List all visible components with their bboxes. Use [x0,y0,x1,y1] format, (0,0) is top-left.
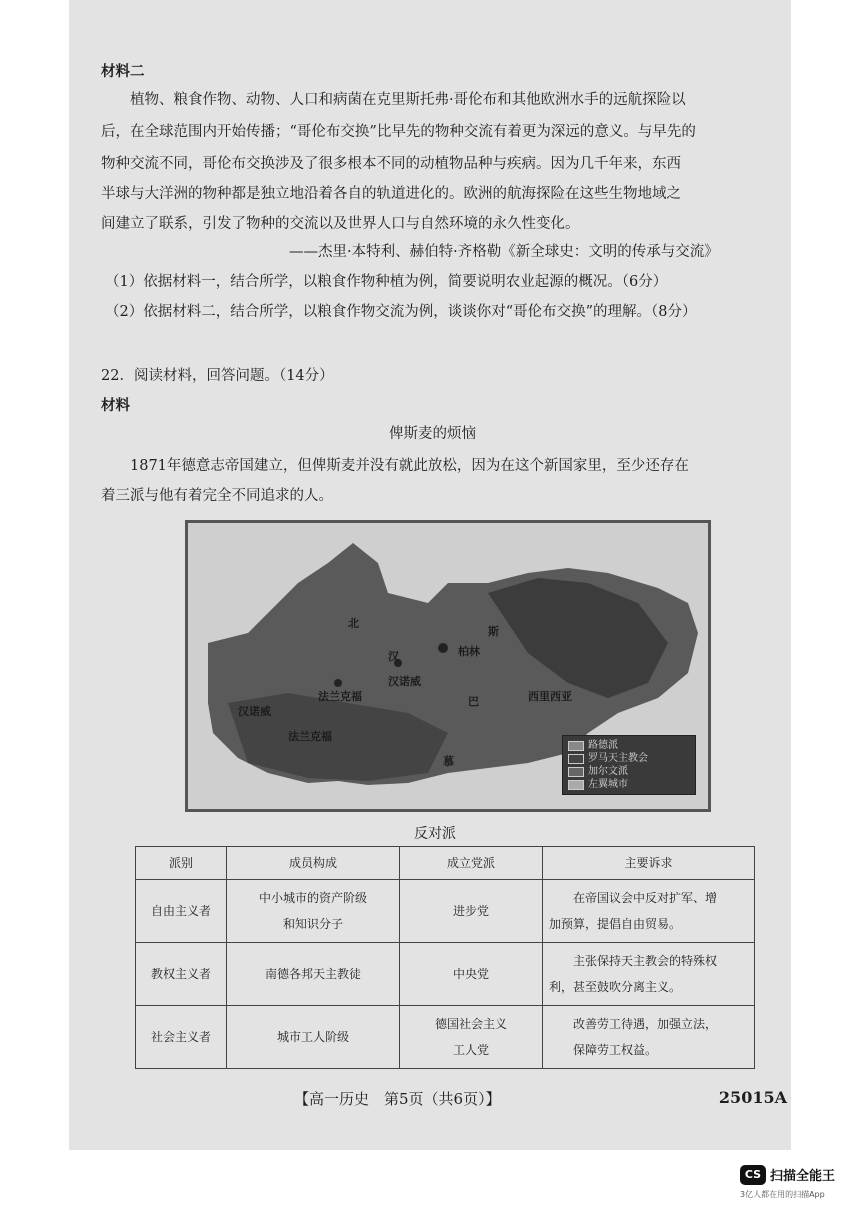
map-label: 汉 [388,650,399,663]
german-empire-map [185,520,711,812]
legend-swatch [568,754,584,764]
legend-item: 路德派 [568,739,690,752]
opposition-table [135,846,755,1069]
legend-swatch [568,741,584,751]
faction-cell: 自由主义者 [136,880,227,943]
table-row [136,943,755,1006]
legend-swatch [568,767,584,777]
question-21-1: （1）依据材料一，结合所学，以粮食作物种植为例，简要说明农业起源的概况。（6分） [105,274,668,290]
legend-item: 左翼城市 [568,778,690,791]
scanner-watermark [740,1165,850,1205]
material2-line: 间建立了联系，引发了物种的交流以及世界人口与自然环境的永久性变化。 [101,216,580,232]
demand-cell: 主张保持天主教会的特殊权 利，甚至鼓吹分离主义。 [543,943,755,1006]
legend-swatch [568,780,584,790]
map-label: 斯 [488,625,499,638]
table-row [136,880,755,943]
map-city-marker [438,643,448,653]
demand-cell: 改善劳工待遇，加强立法， 保障劳工权益。 [543,1006,755,1069]
camscanner-logo-icon: CS [740,1165,766,1185]
map-label: 法兰克福 [288,730,332,743]
map-label: 慕 [443,755,454,768]
material2-line: 物种交流不同，哥伦布交换涉及了很多根本不同的动植物品种与疾病。因为几千年来，东西 [101,156,681,172]
party-cell: 进步党 [400,880,543,943]
material-paragraph-line: 着三派与他有着完全不同追求的人。 [101,488,333,504]
exam-page [69,0,791,1150]
map-legend [562,735,696,795]
faction-cell: 教权主义者 [136,943,227,1006]
table-header: 成立党派 [400,847,543,880]
material-heading: 材料 [101,398,130,414]
table-header: 主要诉求 [543,847,755,880]
table-header-row [136,847,755,880]
map-label: 法兰克福 [318,690,362,703]
map-label: 汉诺威 [388,675,421,688]
material2-line: 半球与大洋洲的物种都是独立地沿着各自的轨道进化的。欧洲的航海探险在这些生物地域之 [101,186,681,202]
watermark-name: 扫描全能王 [770,1169,836,1184]
question-21-2: （2）依据材料二，结合所学，以粮食作物交流为例，谈谈你对“哥伦布交换”的理解。（8分） [105,304,697,320]
map-label-berlin: 柏林 [458,645,480,658]
party-cell: 中央党 [400,943,543,1006]
exam-code: 25015A [718,1088,787,1107]
material-paragraph-line: 1871年德意志帝国建立，但俾斯麦并没有就此放松，因为在这个新国家里，至少还存在 [130,458,689,474]
party-cell: 德国社会主义 工人党 [400,1006,543,1069]
map-label: 西里西亚 [528,690,572,703]
map-label: 北 [348,617,359,630]
material2-line: 植物、粮食作物、动物、人口和病菌在克里斯托弗·哥伦布和其他欧洲水手的远航探险以 [130,92,686,108]
demand-cell: 在帝国议会中反对扩军、增 加预算，提倡自由贸易。 [543,880,755,943]
watermark-subtitle: 3亿人都在用的扫描App [740,1190,825,1199]
faction-cell: 社会主义者 [136,1006,227,1069]
material2-line: 后，在全球范围内开始传播；“哥伦布交换”比早先的物种交流有着更为深远的意义。与早先的 [101,124,696,140]
table-header: 成员构成 [227,847,400,880]
question-22-prompt: 22．阅读材料，回答问题。（14分） [101,368,334,384]
members-cell: 南德各邦天主教徒 [227,943,400,1006]
legend-item: 罗马天主教会 [568,752,690,765]
table-header: 派别 [136,847,227,880]
map-city-marker [334,679,342,687]
page-footer: 【高一历史 第5页（共6页）】 [294,1090,501,1108]
table-row [136,1006,755,1069]
material-title: 俾斯麦的烦恼 [389,426,476,442]
material2-source: ——杰里·本特利、赫伯特·齐格勒《新全球史：文明的传承与交流》 [289,244,719,260]
material2-heading: 材料二 [101,64,145,80]
map-label: 巴 [468,695,479,708]
legend-item: 加尔文派 [568,765,690,778]
members-cell: 中小城市的资产阶级 和知识分子 [227,880,400,943]
table-caption: 反对派 [414,826,456,842]
members-cell: 城市工人阶级 [227,1006,400,1069]
map-label: 汉诺威 [238,705,271,718]
